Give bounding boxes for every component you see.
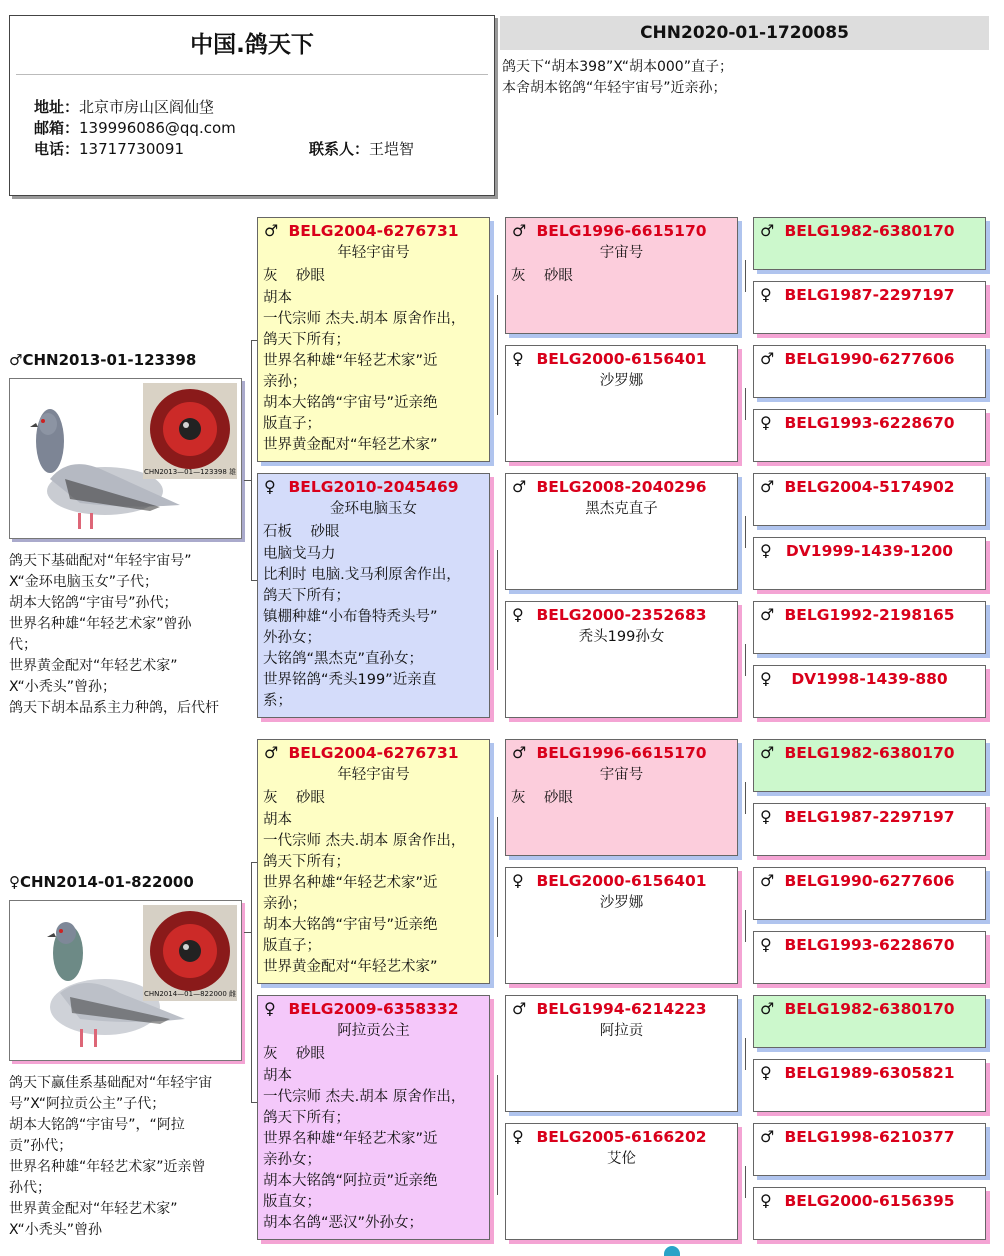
ring-number: BELG1990-6277606 [784, 872, 955, 890]
desc-line: 鸽天下基础配对“年轻宇宙号” [9, 553, 192, 569]
plumage-color: 灰 [511, 268, 526, 284]
pigeon-name: 年轻宇宙号 [337, 245, 410, 261]
female-icon: ♀ [264, 999, 276, 1018]
phone-line [34, 138, 184, 159]
dam-father-card[interactable] [257, 739, 490, 984]
dam-mother-card[interactable] [257, 995, 490, 1240]
pigeon-name: 阿拉贡 [599, 1023, 644, 1039]
bracket-line [745, 910, 746, 942]
gen4-card[interactable] [753, 1123, 986, 1176]
email-value[interactable]: 139996086@qq.com [79, 119, 236, 137]
male-icon: ♂ [760, 999, 775, 1018]
female-icon: ♀ [760, 413, 772, 432]
info-line: 版直子； [263, 416, 321, 432]
gen4-card[interactable] [753, 409, 986, 462]
phone-label: 电话： [34, 140, 80, 158]
email-label: 邮箱： [34, 119, 80, 137]
address-line [34, 96, 214, 117]
pigeon-name: 秃头199孙女 [578, 629, 665, 645]
pigeon-name: 沙罗娜 [599, 373, 644, 389]
male-icon: ♂ [760, 1127, 775, 1146]
female-icon: ♀ [264, 477, 276, 496]
ring-number: BELG1992-2198165 [784, 606, 955, 624]
male-icon: ♂ [760, 871, 775, 890]
male-icon: ♂ [512, 999, 527, 1018]
info-line: 胡本大铭鸽“宇宙号”近亲绝 [263, 917, 438, 933]
phone-value: 13717730091 [79, 140, 184, 158]
info-line: 大铭鸽“黑杰克”直孙女； [263, 651, 424, 667]
pigeon-name: 金环电脑玉女 [330, 501, 417, 517]
gen4-card[interactable] [753, 665, 986, 718]
info-line: 世界铭鸽“秃头199”近亲直 [263, 672, 437, 688]
desc-line: 世界名种雄“年轻艺术家”近亲曾 [9, 1159, 206, 1175]
color-eye [258, 1042, 489, 1066]
gen3-card[interactable] [505, 995, 738, 1112]
info-line: 镇棚种雄“小布鲁特秃头号” [263, 609, 438, 625]
ring-number: DV1998-1439-880 [791, 670, 948, 688]
female-icon: ♀ [512, 871, 524, 890]
male-icon: ♂ [760, 477, 775, 496]
color-eye [506, 264, 737, 288]
male-icon: ♂ [512, 477, 527, 496]
gen4-card[interactable] [753, 995, 986, 1048]
info-line: 鸽天下所有； [263, 332, 350, 348]
desc-line: X“金环电脑玉女”子代； [9, 574, 159, 590]
ring-number: BELG1982-6380170 [784, 1000, 955, 1018]
male-icon: ♂ [760, 743, 775, 762]
contact-value: 王垲智 [369, 140, 415, 158]
gen4-card[interactable] [753, 1187, 986, 1240]
bracket-line [251, 1102, 257, 1103]
color-eye [258, 264, 489, 288]
email-line [34, 117, 236, 138]
gen4-card[interactable] [753, 931, 986, 984]
bracket-line [244, 932, 251, 933]
gen4-card[interactable] [753, 345, 986, 398]
ring-number: BELG2005-6166202 [536, 1128, 707, 1146]
male-icon: ♂ [512, 743, 527, 762]
female-icon: ♀ [760, 807, 772, 826]
desc-line: 鸽天下胡本品系主力种鸽，后代杆 [9, 700, 219, 716]
pigeon-name: 黑杰克直子 [585, 501, 658, 517]
ring-number: BELG2004-6276731 [288, 222, 459, 240]
gen4-card[interactable] [753, 281, 986, 334]
gen4-card[interactable] [753, 739, 986, 792]
female-icon: ♀ [760, 669, 772, 688]
gen3-card[interactable] [505, 473, 738, 590]
sire-father-card[interactable] [257, 217, 490, 462]
pigeon-name: 沙罗娜 [599, 895, 644, 911]
ring-number: BELG1994-6214223 [536, 1000, 707, 1018]
bracket-line [745, 1038, 746, 1070]
gen4-card[interactable] [753, 537, 986, 590]
info-line: 世界名种雄“年轻艺术家”近 [263, 353, 438, 369]
ring-number: BELG2004-5174902 [784, 478, 955, 496]
info-line: 一代宗师 杰夫.胡本 原舍作出， [263, 833, 466, 849]
female-icon: ♀ [512, 605, 524, 624]
eye-type: 砂眼 [295, 1046, 325, 1062]
gen4-card[interactable] [753, 601, 986, 654]
bracket-line [497, 1075, 498, 1195]
ring-number: BELG1982-6380170 [784, 222, 955, 240]
ring-number: BELG1993-6228670 [784, 414, 955, 432]
bracket-line [497, 817, 498, 937]
ring-number: BELG1990-6277606 [784, 350, 955, 368]
info-line: 世界名种雄“年轻艺术家”近 [263, 875, 438, 891]
ring-number: BELG1987-2297197 [784, 286, 955, 304]
loft-title: 中国.鸽天下 [190, 32, 314, 58]
pigeon-image [10, 379, 243, 540]
ring-number: BELG1989-6305821 [784, 1064, 955, 1082]
eye-type: 砂眼 [543, 790, 573, 806]
gen3-card[interactable] [505, 345, 738, 462]
female-icon: ♀ [512, 1127, 524, 1146]
main-ring-number: CHN2020-01-1720085 [500, 16, 989, 50]
bracket-line [745, 782, 746, 814]
bracket-line [745, 388, 746, 420]
ring-number: BELG1993-6228670 [784, 936, 955, 954]
plumage-color: 石板 [263, 524, 292, 540]
info-line: 胡本 [263, 290, 292, 306]
male-icon: ♂ [264, 221, 279, 240]
ring-number: BELG1996-6615170 [536, 222, 707, 240]
info-line: 系； [263, 693, 292, 709]
dam-description [9, 1073, 254, 1238]
info-line: 世界名种雄“年轻艺术家”近 [263, 1131, 438, 1147]
desc-line: 胡本大铭鸽“宇宙号”，“阿拉 [9, 1117, 185, 1133]
bracket-line [251, 580, 257, 581]
desc-line: X“小秃头”曾孙 [9, 1222, 103, 1238]
photo-caption: CHN2013—01—123398 雄 [143, 468, 237, 476]
eye-type: 砂眼 [310, 524, 340, 540]
desc-line: 代； [9, 637, 37, 653]
bracket-line [251, 340, 257, 341]
ring-number: BELG1987-2297197 [784, 808, 955, 826]
desc-line: 胡本大铭鸽“宇宙号”孙代； [9, 595, 178, 611]
gen3-card[interactable] [505, 1123, 738, 1240]
desc-line: 号”X“阿拉贡公主”子代； [9, 1096, 166, 1112]
info-line: 鸽天下所有； [263, 588, 350, 604]
main-note-line: 本舍胡本铭鸽“年轻宇宙号”近亲孙； [502, 80, 727, 96]
bracket-line [244, 480, 251, 481]
gen3-card[interactable] [505, 217, 738, 334]
info-line: 版直女； [263, 1194, 321, 1210]
bracket-line [251, 340, 252, 580]
plumage-color: 灰 [263, 268, 278, 284]
bracket-line [745, 644, 746, 676]
ring-number: BELG2008-2040296 [536, 478, 707, 496]
eye-type: 砂眼 [295, 268, 325, 284]
color-eye [506, 786, 737, 810]
female-icon: ♀ [760, 935, 772, 954]
pigeon-image [10, 901, 243, 1062]
gen4-card[interactable] [753, 217, 986, 270]
info-line: 世界黄金配对“年轻艺术家” [263, 959, 438, 975]
male-icon: ♂ [512, 221, 527, 240]
pigeon-name: 艾伦 [607, 1151, 636, 1167]
title-divider [16, 74, 488, 75]
info-line: 胡本名鸽“恶汉”外孙女； [263, 1215, 424, 1231]
male-icon: ♂ [760, 349, 775, 368]
info-line: 一代宗师 杰夫.胡本 原舍作出， [263, 1089, 466, 1105]
color-eye [258, 520, 489, 544]
gen4-card[interactable] [753, 867, 986, 920]
bracket-line [497, 550, 498, 670]
address-value: 北京市房山区阎仙垡 [79, 98, 215, 116]
pigeon-name: 宇宙号 [599, 245, 644, 261]
info-line: 比利时 电脑.戈马利原舍作出， [263, 567, 461, 583]
photo-caption: CHN2014—01—822000 雌 [143, 990, 237, 998]
gen3-card[interactable] [505, 601, 738, 718]
female-icon: ♀ [760, 1191, 772, 1210]
info-line: 胡本 [263, 1068, 292, 1084]
gen3-card[interactable] [505, 739, 738, 856]
info-line: 胡本大铭鸽“阿拉贡”近亲绝 [263, 1173, 438, 1189]
info-line: 亲孙； [263, 896, 307, 912]
dam-ring: ♀CHN2014-01-822000 [9, 873, 194, 891]
pigeon-name: 阿拉贡公主 [337, 1023, 410, 1039]
pigeon-name: 宇宙号 [599, 767, 644, 783]
info-line: 鸽天下所有； [263, 1110, 350, 1126]
bracket-line [251, 862, 252, 1102]
bracket-line [745, 260, 746, 292]
desc-line: 孙代； [9, 1180, 51, 1196]
ring-number: BELG2010-2045469 [288, 478, 459, 496]
ring-number: BELG1998-6210377 [784, 1128, 955, 1146]
gen4-card[interactable] [753, 1059, 986, 1112]
female-icon: ♀ [760, 541, 772, 560]
info-line: 版直子； [263, 938, 321, 954]
bracket-line [251, 862, 257, 863]
breeder-info-box [9, 15, 495, 196]
eye-type: 砂眼 [295, 790, 325, 806]
bracket-line [745, 516, 746, 548]
male-icon: ♂ [264, 743, 279, 762]
desc-line: X“小秃头”曾孙； [9, 679, 117, 695]
pigeon-name: 年轻宇宙号 [337, 767, 410, 783]
plumage-color: 灰 [263, 1046, 278, 1062]
info-line: 鸽天下所有； [263, 854, 350, 870]
sire-ring: ♂CHN2013-01-123398 [9, 351, 197, 369]
ring-number: BELG1982-6380170 [784, 744, 955, 762]
address-label: 地址： [34, 98, 80, 116]
info-line: 亲孙； [263, 374, 307, 390]
ring-number: BELG2000-6156401 [536, 872, 707, 890]
contact-label: 联系人： [309, 140, 370, 158]
gen3-card[interactable] [505, 867, 738, 984]
sire-photo [9, 378, 242, 539]
dam-photo [9, 900, 242, 1061]
ring-number: BELG2000-2352683 [536, 606, 707, 624]
ring-number: BELG2000-6156401 [536, 350, 707, 368]
desc-line: 世界黄金配对“年轻艺术家” [9, 1201, 178, 1217]
ring-number: BELG1996-6615170 [536, 744, 707, 762]
main-notes [502, 57, 982, 99]
sire-mother-card[interactable] [257, 473, 490, 718]
ring-number: DV1999-1439-1200 [785, 542, 954, 560]
info-line: 亲孙女； [263, 1152, 321, 1168]
desc-line: 世界黄金配对“年轻艺术家” [9, 658, 178, 674]
eye-type: 砂眼 [543, 268, 573, 284]
gen4-card[interactable] [753, 473, 986, 526]
desc-line: 鸽天下赢佳系基础配对“年轻宇宙 [9, 1075, 213, 1091]
bracket-line [745, 1166, 746, 1198]
gen4-card[interactable] [753, 803, 986, 856]
main-note-line: 鸽天下“胡本398”X“胡本000”直子； [502, 59, 733, 75]
female-icon: ♀ [512, 349, 524, 368]
female-icon: ♀ [760, 1063, 772, 1082]
female-icon: ♀ [760, 285, 772, 304]
scroll-indicator[interactable] [664, 1246, 680, 1256]
sire-description [9, 551, 254, 716]
male-icon: ♂ [760, 605, 775, 624]
info-line: 胡本大铭鸽“宇宙号”近亲绝 [263, 395, 438, 411]
plumage-color: 灰 [263, 790, 278, 806]
plumage-color: 灰 [511, 790, 526, 806]
male-icon: ♂ [760, 221, 775, 240]
info-line: 胡本 [263, 812, 292, 828]
bracket-line [497, 295, 498, 415]
desc-line: 世界名种雄“年轻艺术家”曾孙 [9, 616, 192, 632]
info-line: 电脑戈马力 [263, 546, 336, 562]
ring-number: BELG2004-6276731 [288, 744, 459, 762]
contact-line [309, 138, 414, 159]
info-line: 外孙女； [263, 630, 321, 646]
color-eye [258, 786, 489, 810]
info-line: 一代宗师 杰夫.胡本 原舍作出， [263, 311, 466, 327]
ring-number: BELG2000-6156395 [784, 1192, 955, 1210]
info-line: 世界黄金配对“年轻艺术家” [263, 437, 438, 453]
ring-number: BELG2009-6358332 [288, 1000, 459, 1018]
desc-line: 贡”孙代； [9, 1138, 73, 1154]
